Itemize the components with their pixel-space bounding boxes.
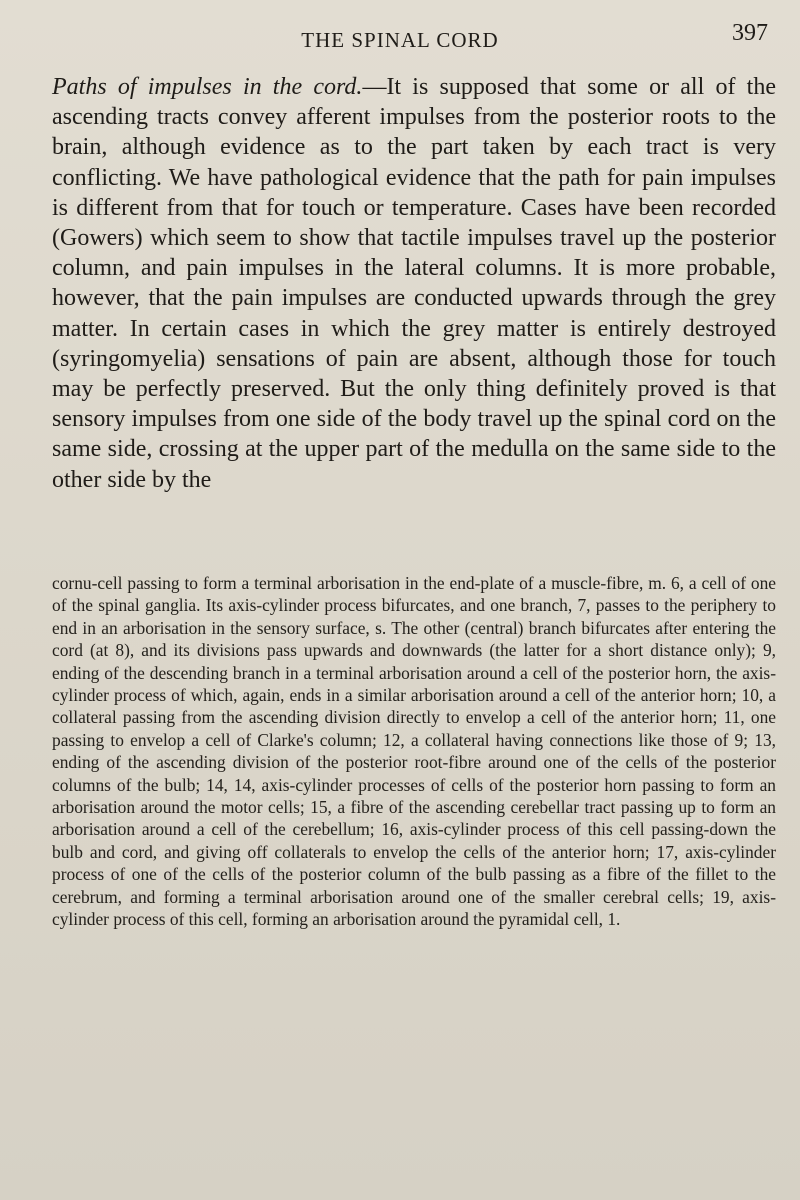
body-paragraph: [52, 72, 776, 495]
body-paragraph-text: —It is supposed that some or all of the ascending tracts convey afferent impulses from the posterior roots to the brain, although evidence as to the part taken by each tract is very conflicting. We have pathological evidence that the path for pain impulses is different from that for touch or temperature. Cases have been recorded (Gowers) which seem to show that tactile impulses travel up the posterior column, and pain impulses in the lateral columns. It is more probable, however, that the pain impulses are conducted upwards through the grey matter. In certain cases in which the grey matter is entirely destroyed (syringomyelia) sensations of pain are absent, although those for touch may be perfectly preserved. But the only thing definitely proved is that sensory impulses from one side of the body travel up the spinal cord on the same side, crossing at the upper part of the medulla on the same side to the other side by the: [52, 74, 776, 493]
figure-caption: cornu-cell passing to form a terminal arborisation in the end-plate of a muscle-fibre, m. 6, a cell of one of the spinal ganglia. Its axis-cylinder process bifurcates, and one branch, 7, passes to the periphery to end in an arborisation in the sensory surface, s. The other (central) branch bifurcates after entering the cord (at 8), and its divisions pass upwards and downwards (the latter for a short distance only); 9, ending of the descending branch in a terminal arborisation around a cell of the posterior horn, the axis-cylinder process of which, again, ends in a similar arborisation around a cell of the anterior horn; 10, a collateral passing from the ascending division directly to envelop a cell of the anterior horn; 11, one passing to envelop a cell of Clarke's column; 12, a collateral having connections like those of 9; 13, ending of the ascending division of the posterior root-fibre around one of the cells of the posterior columns of the bulb; 14, 14, axis-cylinder processes of cells of the posterior horn passing to form an arborisation around the motor cells; 15, a fibre of the ascending cerebellar tract passing up to form an arborisation around a cell of the cerebellum; 16, axis-cylinder process of this cell passing-down the bulb and cord, and giving off collaterals to envelop the cells of the anterior horn; 17, axis-cylinder process of one of the cells of the posterior column of the bulb passing as a fibre of the fillet to the cerebrum, and forming a terminal arborisation around one of the smaller cerebral cells; 19, axis-cylinder process of this cell, forming an arborisation around the pyramidal cell, 1.: [52, 573, 776, 930]
page-header: [0, 20, 800, 60]
section-lead: Paths of impulses in the cord.: [52, 74, 363, 100]
running-head: THE SPINAL CORD: [301, 28, 499, 52]
page-number: 397: [732, 20, 768, 46]
